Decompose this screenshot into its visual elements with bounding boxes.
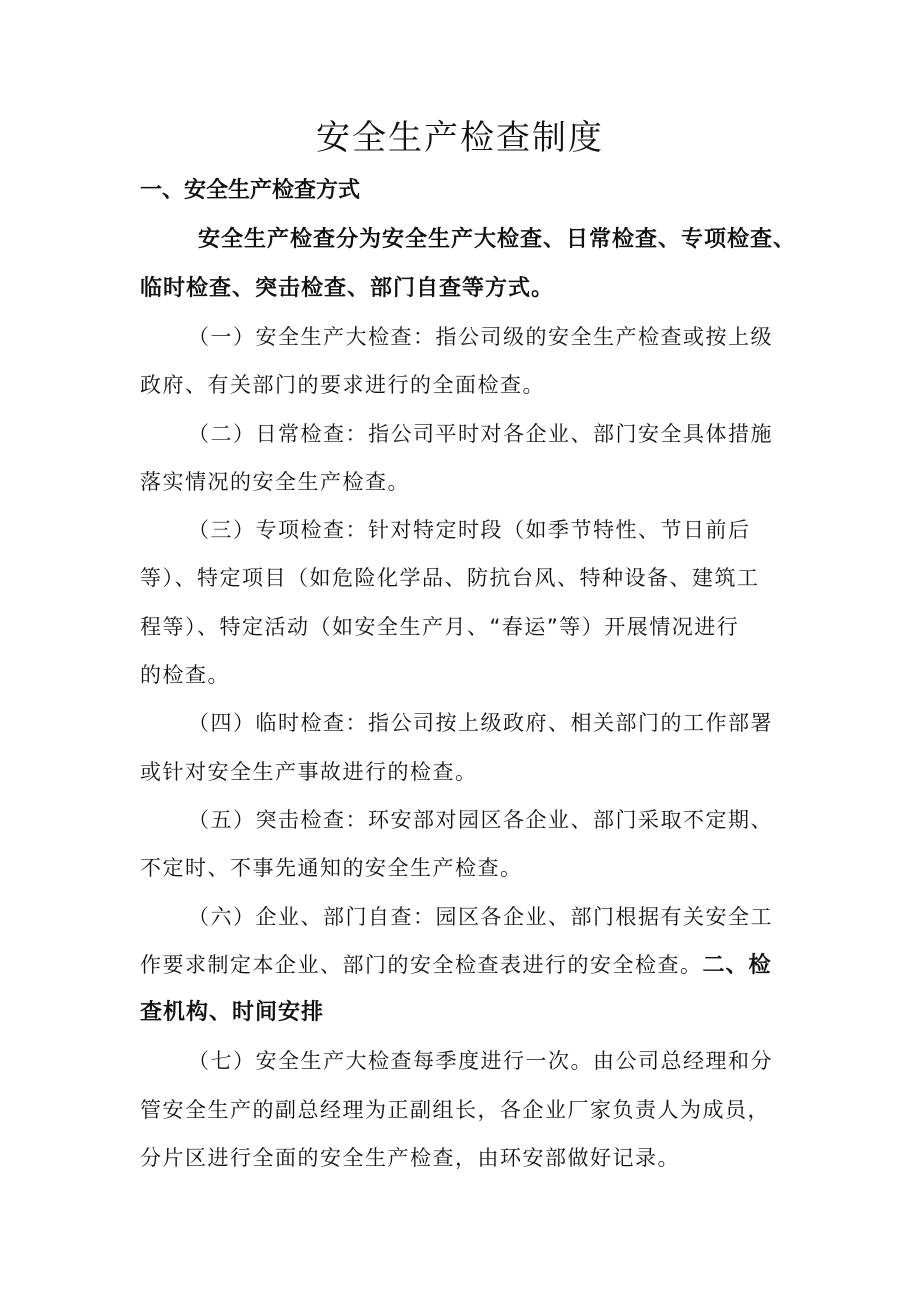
intro-line-2: 临时检查、突击检查、部门自查等方式。 [140,276,555,301]
paragraph-7-line-2: 管安全生产的副总经理为正副组长，各企业厂家负责人为成员， [140,1098,770,1122]
paragraph-3-line-1: （三）专项检查：针对特定时段（如季节特性、节日前后 [188,518,751,542]
section-heading-inspection-methods: 一、安全生产检查方式 [140,178,361,203]
paragraph-5-line-2: 不定时、不事先通知的安全生产检查。 [140,856,523,880]
paragraph-3-line-4: 的检查。 [140,663,230,687]
paragraph-1-line-1: （一）安全生产大检查：指公司级的安全生产检查或按上级 [188,325,773,349]
paragraph-6-line-2 [140,950,772,981]
paragraph-3-line-3: 程等）、特定活动（如安全生产月、“春运”等）开展情况进行 [140,615,740,639]
paragraph-2-line-2: 落实情况的安全生产检查。 [140,470,410,494]
paragraph-7-line-3: 分片区进行全面的安全生产检查，由环安部做好记录。 [140,1146,680,1170]
paragraph-4-line-2: 或针对安全生产事故进行的检查。 [140,760,478,784]
section-heading-organization-start: 二、检 [702,953,772,978]
document-title: 安全生产检查制度 [316,118,604,158]
paragraph-6-line-1: （六）企业、部门自查：园区各企业、部门根据有关安全工 [188,905,773,929]
paragraph-5-line-1: （五）突击检查：环安部对园区各企业、部门采取不定期、 [188,808,773,832]
paragraph-2-line-1: （二）日常检查：指公司平时对各企业、部门安全具体措施 [188,422,773,446]
section-heading-organization-schedule: 查机构、时间安排 [140,1000,325,1025]
intro-line-1: 安全生产检查分为安全生产大检查、日常检查、专项检查、 [198,227,797,252]
paragraph-4-line-1: （四）临时检查：指公司按上级政府、相关部门的工作部署 [188,711,773,735]
paragraph-7-line-1: （七）安全生产大检查每季度进行一次。由公司总经理和分 [188,1049,773,1073]
paragraph-3-line-2: 等）、特定项目（如危险化学品、防抗台风、特种设备、建筑工 [140,566,760,590]
paragraph-6-line-2-text: 作要求制定本企业、部门的安全检查表进行的安全检查。 [140,953,703,977]
paragraph-1-line-2: 政府、有关部门的要求进行的全面检查。 [140,373,545,397]
